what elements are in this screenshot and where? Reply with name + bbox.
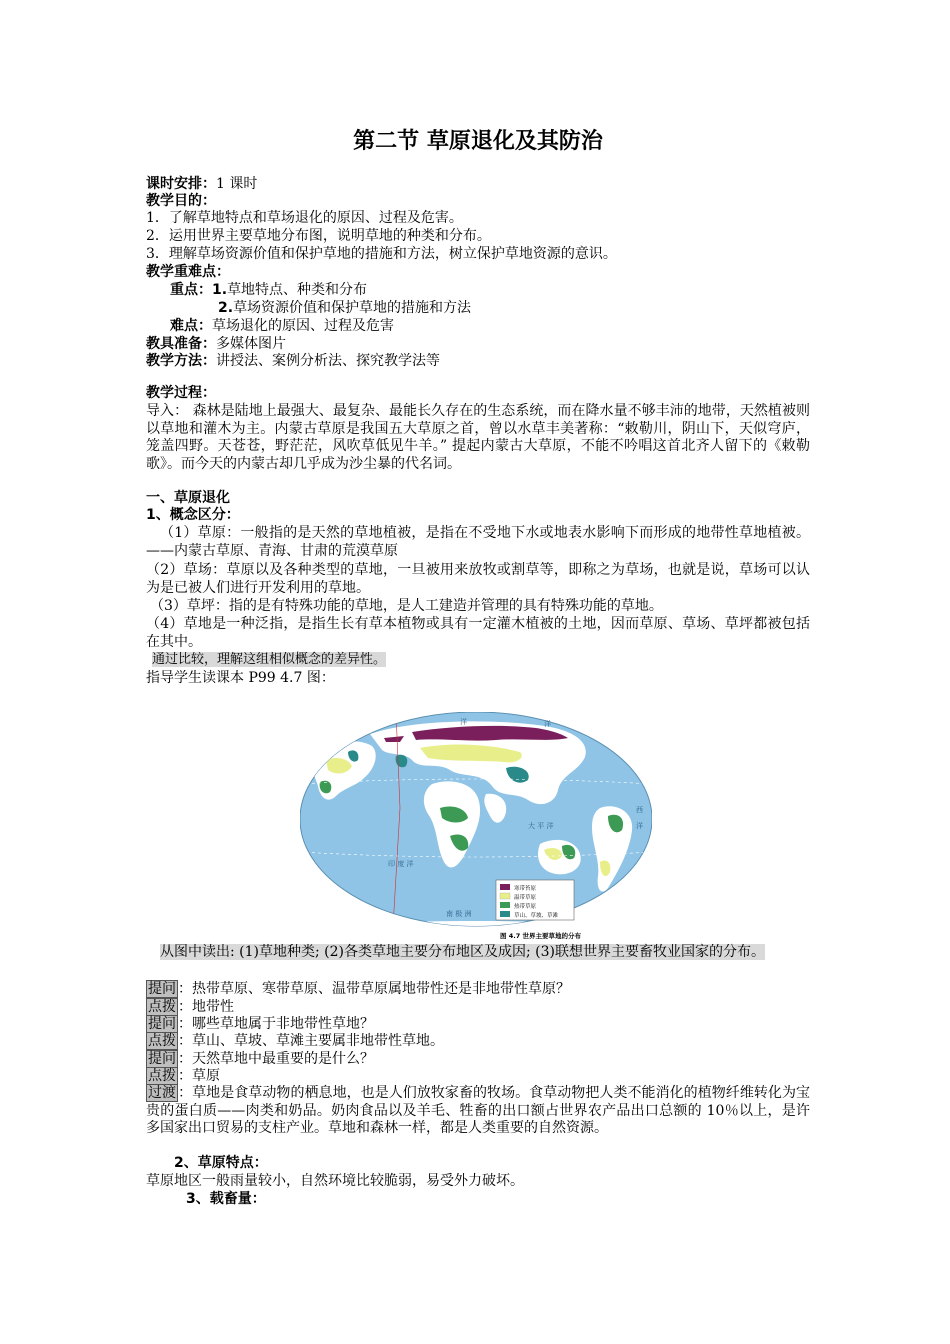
note-line: [152, 651, 386, 668]
methods-value: 讲授法、案例分析法、探究教学法等: [216, 353, 440, 369]
legend-swatch-tropical: [500, 902, 510, 908]
readout-paragraph: [146, 944, 810, 962]
focus2-text: 草场资源价值和保护草地的措施和方法: [233, 300, 472, 316]
question-text: ：天然草地中最重要的是什么？: [178, 1051, 374, 1067]
question-2: [146, 1016, 374, 1033]
concept-p3: （3）草坪：指的是有特殊功能的草地，是人工建造并管理的具有特殊功能的草地。: [150, 598, 663, 614]
section2-text: 草原地区一般雨量较小，自然环境比较脆弱，易受外力破坏。: [146, 1173, 524, 1189]
antarctica: [300, 921, 652, 944]
ocean-label: 印 度 洋: [388, 860, 414, 868]
focus2-num: 2.: [218, 300, 234, 316]
focus-line-1: [170, 282, 367, 299]
legend-label: 寒带苔原: [514, 886, 537, 892]
answer-tag: 点拨: [148, 999, 176, 1015]
focus1-text: 草地特点、种类和分布: [227, 282, 368, 298]
transition-paragraph: [146, 1085, 810, 1138]
concept-p2: （2）草场：草原以及各种类型的草地，一旦被用来放牧或割草等，即称之为草场，也就是说，草场可以认为是已被人们进行开发利用的草地。: [146, 562, 810, 596]
section2-heading: 2、草原特点：: [174, 1155, 268, 1171]
question-text: ：热带草原、寒带草原、温带草原属地带性还是非地带性草原？: [178, 981, 570, 997]
answer-text: ：草山、草坡、草滩主要属非地带性草地。: [178, 1033, 444, 1049]
focus-line-2: [218, 300, 471, 317]
answer-3: [146, 1068, 220, 1085]
answer-tag: 点拨: [148, 1068, 176, 1084]
question-3: [146, 1051, 374, 1068]
map-figure: [300, 712, 652, 944]
focus1-num: 1.: [212, 282, 228, 298]
keypoints-label: 教学重难点：: [146, 264, 230, 280]
section1-sub1: 1、概念区分：: [146, 507, 240, 523]
schedule-value: 1 课时: [216, 176, 258, 192]
transition-text: ：草地是食草动物的栖息地，也是人们放牧家畜的牧场。食草动物把人类不能消化的植物纤维转化为宝贵的蛋白质——肉类和奶品。奶肉食品以及羊毛、牲畜的出口额占世界农产品出口总额的 10％以上，是许多国家出口贸易的支柱产业。草地和森林一样，都是人类重要的自然资源。: [146, 1085, 811, 1136]
question-tag: 提问: [148, 1016, 176, 1032]
intro-paragraph: 导入： 森林是陆地上最强大、最复杂、最能长久存在的生态系统，而在降水量不够丰沛的地带，天然植被则以草地和灌木为主。内蒙古草原是我国五大草原之首，曾以水草丰美著称：“敕勒川，阴山下，天似穹庐，笼盖四野。天苍苍，野茫茫，风吹草低见牛羊。” 提起内蒙古大草原，不能不吟唱这首北齐人留下的《敕勒歌》。而今天的内蒙古却几乎成为沙尘暴的代名词。: [146, 403, 810, 472]
legend-swatch-upland: [500, 911, 510, 917]
legend-label: 草山、草坡、草滩: [514, 913, 559, 919]
section1-heading: 一、草原退化: [146, 490, 230, 506]
schedule-label: 课时安排：: [146, 176, 216, 192]
question-tag: 提问: [148, 981, 176, 997]
objective-item: 2．运用世界主要草地分布图，说明草地的种类和分布。: [146, 228, 491, 244]
tools-line: [146, 336, 286, 353]
concept-p4: （4）草地是一种泛指，是指生长有草本植物或具有一定灌木植被的土地，因而草原、草场、草坪都被包括在其中。: [146, 616, 810, 650]
tools-label: 教具准备：: [146, 336, 216, 352]
world-grassland-map: [300, 712, 652, 944]
ocean-label: 大 平 洋: [528, 822, 554, 830]
legend-label: 热带草原: [514, 904, 537, 910]
ocean-label: 南 极 洲: [446, 910, 472, 918]
methods-line: [146, 353, 440, 370]
map-caption: 图 4.7 世界主要草地的分布: [500, 932, 582, 940]
difficulty-line: [170, 318, 394, 335]
objective-item: 3．理解草场资源价值和保护草地的措施和方法，树立保护草地资源的意识。: [146, 246, 617, 262]
answer-text: ：草原: [178, 1068, 220, 1084]
answer-1: [146, 999, 234, 1016]
methods-label: 教学方法：: [146, 353, 216, 369]
ocean-label: 西: [636, 806, 643, 814]
ocean-label: 洋: [636, 822, 643, 830]
legend-swatch-tundra: [500, 884, 510, 890]
question-1: [146, 981, 570, 998]
focus-label: 重点：: [170, 282, 212, 298]
section3-heading: 3、载畜量：: [186, 1191, 266, 1207]
page-title: 第二节 草原退化及其防治: [353, 129, 603, 154]
legend-label: 温带草原: [514, 895, 537, 901]
transition-tag: 过渡: [148, 1085, 177, 1101]
answer-2: [146, 1033, 444, 1050]
legend-swatch-temperate: [500, 893, 510, 899]
difficulty-text: 草场退化的原因、过程及危害: [212, 318, 394, 334]
answer-text: ：地带性: [178, 999, 234, 1015]
tools-value: 多媒体图片: [216, 336, 286, 352]
objectives-label: 教学目的：: [146, 193, 216, 209]
ocean-label: 洋: [460, 718, 467, 726]
difficulty-label: 难点：: [170, 318, 212, 334]
readout-text: 从图中读出: (1)草地种类; (2)各类草地主要分布地区及成因; (3)联想世界主要畜牧业国家的分布。: [160, 944, 765, 960]
question-text: ：哪些草地属于非地带性草地？: [178, 1016, 374, 1032]
concept-p1: （1）草原：一般指的是天然的草地植被，是指在不受地下水或地表水影响下而形成的地带性草地植被。——内蒙古草原、青海、甘肃的荒漠草原: [146, 525, 810, 559]
note-text: 通过比较，理解这组相似概念的差异性。: [152, 652, 387, 667]
answer-tag: 点拨: [148, 1033, 176, 1049]
guide-line: 指导学生读课本 P99 4.7 图：: [146, 670, 335, 686]
process-label: 教学过程：: [146, 385, 216, 401]
question-tag: 提问: [148, 1051, 176, 1067]
objective-item: 1．了解草地特点和草场退化的原因、过程及危害。: [146, 210, 463, 226]
ocean-label: 洋: [544, 720, 551, 728]
schedule-line: [146, 176, 257, 193]
